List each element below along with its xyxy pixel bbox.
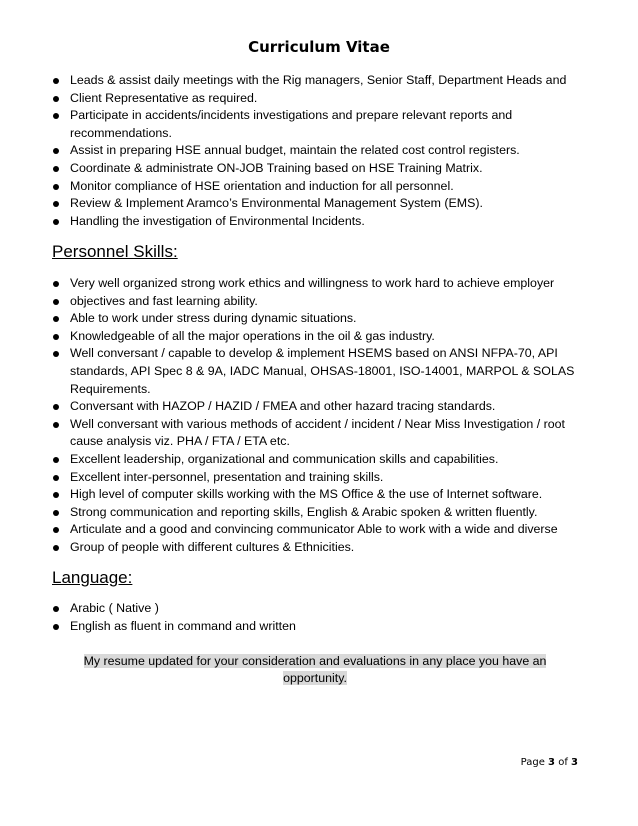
list-item: Group of people with different cultures & Ethnicities.: [52, 539, 580, 557]
list-item: Strong communication and reporting skills, English & Arabic spoken & written fluently.: [52, 504, 580, 522]
list-item: objectives and fast learning ability.: [52, 293, 580, 311]
language-list: [52, 600, 580, 635]
document-title: Curriculum Vitae: [248, 38, 390, 56]
list-item: Participate in accidents/incidents investigations and prepare relevant reports and recommendations.: [52, 107, 580, 142]
language-heading: Language:: [52, 568, 133, 587]
page-total: 3: [571, 757, 578, 768]
list-item: Leads & assist daily meetings with the Rig managers, Senior Staff, Department Heads and: [52, 72, 580, 90]
list-item: English as fluent in command and written: [52, 618, 580, 636]
list-item: Review & Implement Aramco’s Environmental Management System (EMS).: [52, 195, 580, 213]
page-footer: [440, 757, 578, 768]
list-item: Coordinate & administrate ON-JOB Training based on HSE Training Matrix.: [52, 160, 580, 178]
list-item: Excellent leadership, organizational and communication skills and capabilities.: [52, 451, 580, 469]
list-item: Client Representative as required.: [52, 90, 580, 108]
list-item: Able to work under stress during dynamic situations.: [52, 310, 580, 328]
list-item: Knowledgeable of all the major operations in the oil & gas industry.: [52, 328, 580, 346]
list-item: Conversant with HAZOP / HAZID / FMEA and other hazard tracing standards.: [52, 398, 580, 416]
list-item: Handling the investigation of Environmental Incidents.: [52, 213, 580, 231]
page-word: Page: [520, 757, 545, 768]
list-item: High level of computer skills working with the MS Office & the use of Internet software.: [52, 486, 580, 504]
list-item: Assist in preparing HSE annual budget, maintain the related cost control registers.: [52, 142, 580, 160]
list-item: Well conversant with various methods of accident / incident / Near Miss Investigation / root cause analysis viz. PHA / FTA / ETA etc.: [52, 416, 580, 451]
closing-note: [78, 653, 552, 687]
page-current: 3: [548, 757, 556, 768]
page-of-word: of: [558, 757, 568, 768]
list-item: Well conversant / capable to develop & implement HSEMS based on ANSI NFPA-70, API standards, API Spec 8 & 9A, IADC Manual, OHSAS-18001, ISO-14001, MARPOL & SOLAS Requirements.: [52, 345, 580, 398]
closing-note-text: My resume updated for your consideration and evaluations in any place you have an opportunity.: [83, 654, 547, 685]
list-item: Articulate and a good and convincing communicator Able to work with a wide and diverse: [52, 521, 580, 539]
list-item: Excellent inter-personnel, presentation and training skills.: [52, 469, 580, 487]
list-item: Arabic ( Native ): [52, 600, 580, 618]
responsibilities-list: [52, 72, 580, 230]
personnel-skills-heading: Personnel Skills:: [52, 242, 178, 261]
personnel-skills-list: [52, 275, 580, 557]
list-item: Monitor compliance of HSE orientation and induction for all personnel.: [52, 178, 580, 196]
list-item: Very well organized strong work ethics and willingness to work hard to achieve employer: [52, 275, 580, 293]
